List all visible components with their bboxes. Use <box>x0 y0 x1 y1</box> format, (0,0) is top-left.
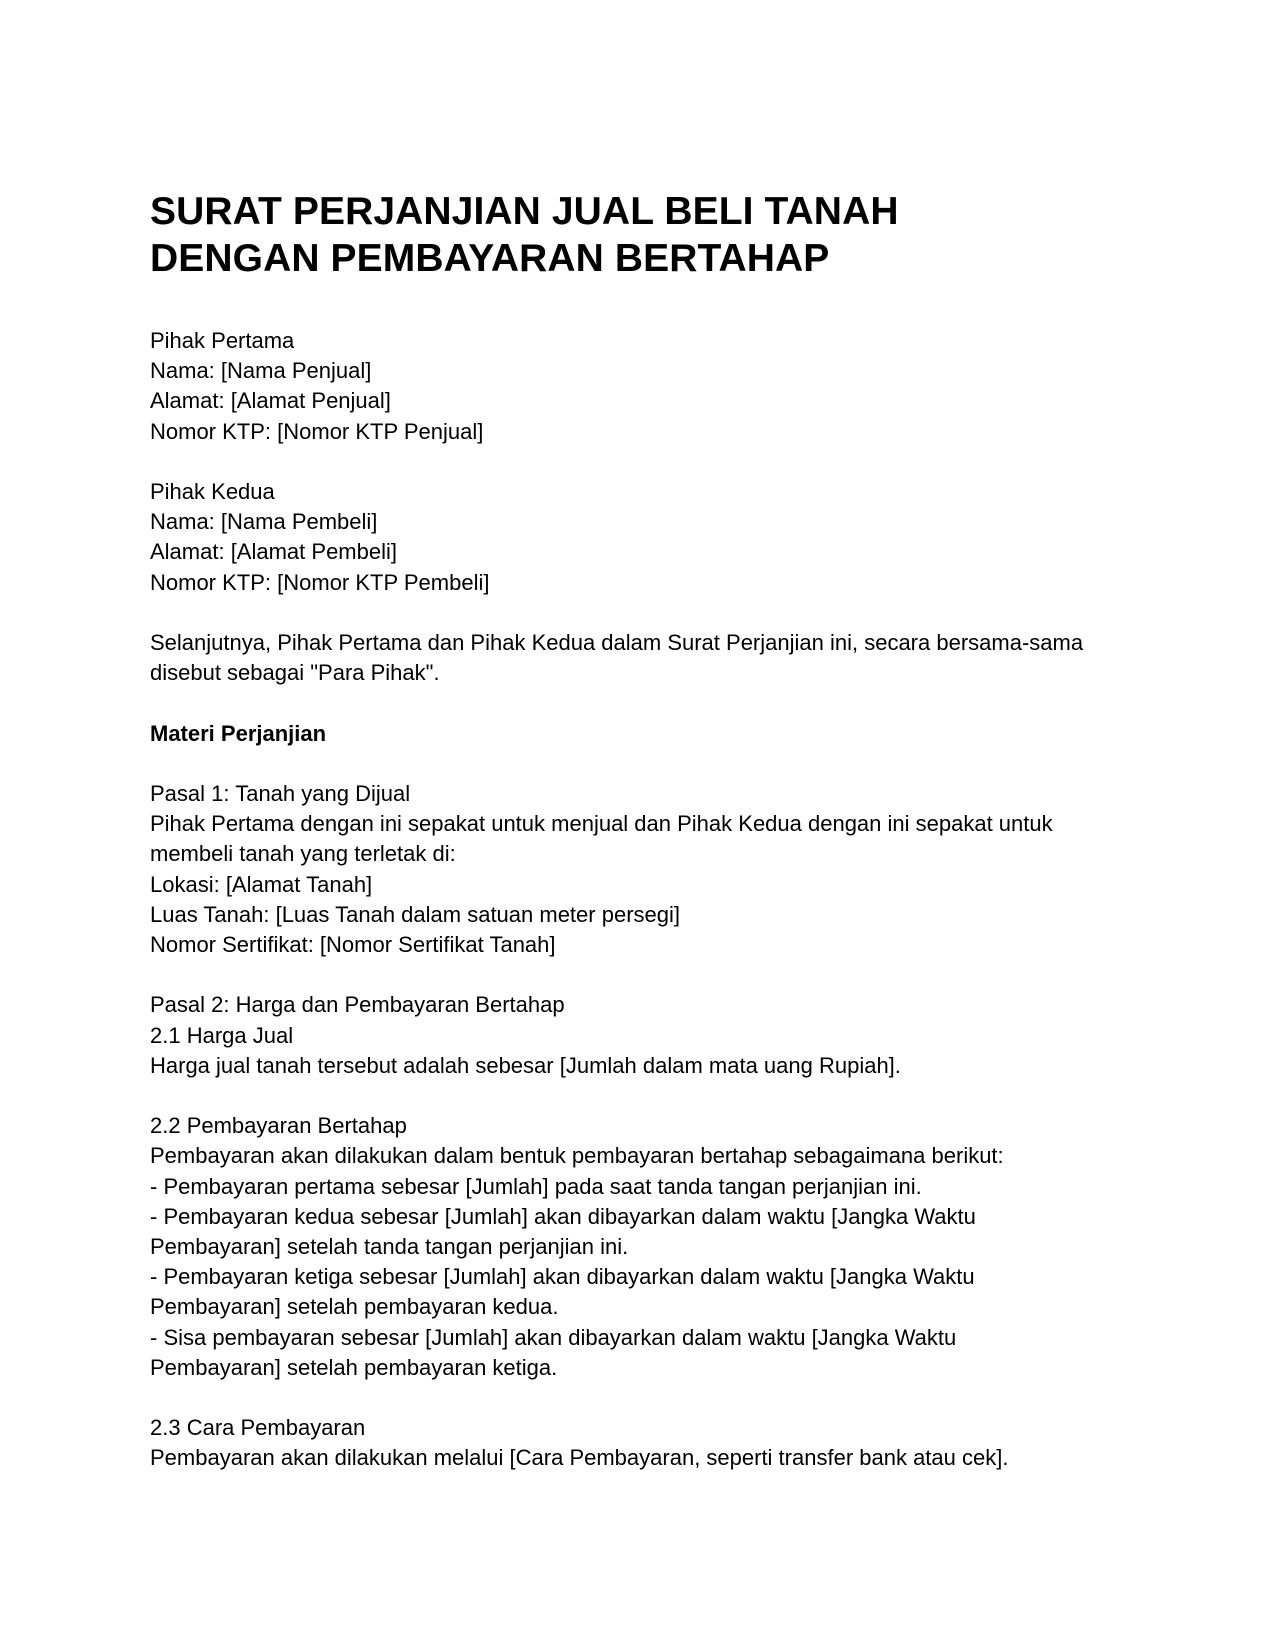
first-party-name: Nama: [Nama Penjual] <box>150 358 372 384</box>
pasal-2-2-line-2: - Pembayaran kedua sebesar [Jumlah] akan dibayarkan dalam waktu [Jangka Waktu <box>150 1203 976 1229</box>
parties-intro-paragraph <box>150 628 1130 688</box>
pasal-2-2-line-6: - Sisa pembayaran sebesar [Jumlah] akan dibayarkan dalam waktu [Jangka Waktu <box>150 1324 957 1350</box>
pasal-1-area: Luas Tanah: [Luas Tanah dalam satuan meter persegi] <box>150 901 680 927</box>
first-party-address: Alamat: [Alamat Penjual] <box>150 388 391 414</box>
pasal-2-1-text: Harga jual tanah tersebut adalah sebesar [Jumlah dalam mata uang Rupiah]. <box>150 1052 901 1078</box>
document-page <box>150 188 1130 1504</box>
second-party-block <box>150 477 1130 598</box>
pasal-2-1-block <box>150 990 1130 1081</box>
pasal-2-2-line-5: Pembayaran] setelah pembayaran kedua. <box>150 1294 559 1320</box>
pasal-1-certificate: Nomor Sertifikat: [Nomor Sertifikat Tanah] <box>150 932 556 957</box>
first-party-block <box>150 326 1130 447</box>
pasal-2-heading: Pasal 2: Harga dan Pembayaran Bertahap <box>150 992 565 1018</box>
second-party-heading: Pihak Kedua <box>150 479 275 504</box>
pasal-2-2-line-4: - Pembayaran ketiga sebesar [Jumlah] akan dibayarkan dalam waktu [Jangka Waktu <box>150 1264 975 1290</box>
second-party-id-number: Nomor KTP: [Nomor KTP Pembeli] <box>150 569 490 595</box>
first-party-heading: Pihak Pertama <box>150 328 295 353</box>
pasal-1-text-line-1: Pihak Pertama dengan ini sepakat untuk menjual dan Pihak Kedua dengan ini sepakat untuk <box>150 811 1053 837</box>
pasal-2-2-line-3: Pembayaran] setelah tanda tangan perjanjian ini. <box>150 1234 629 1259</box>
second-party-name: Nama: [Nama Pembeli] <box>150 509 378 535</box>
title-line-2: DENGAN PEMBAYARAN BERTAHAP <box>150 237 830 280</box>
pasal-2-3-heading: 2.3 Cara Pembayaran <box>150 1415 366 1441</box>
pasal-2-2-intro: Pembayaran akan dilakukan dalam bentuk pembayaran bertahap sebagaimana berikut: <box>150 1143 1004 1169</box>
pasal-1-text-line-2: membeli tanah yang terletak di: <box>150 841 456 867</box>
pasal-2-3-text: Pembayaran akan dilakukan melalui [Cara Pembayaran, seperti transfer bank atau cek]. <box>150 1445 1009 1471</box>
title-line-1: SURAT PERJANJIAN JUAL BELI TANAH <box>150 190 899 233</box>
pasal-1-block <box>150 779 1130 960</box>
pasal-2-1-heading: 2.1 Harga Jual <box>150 1022 294 1048</box>
pasal-2-2-line-7: Pembayaran] setelah pembayaran ketiga. <box>150 1354 558 1380</box>
first-party-id-number: Nomor KTP: [Nomor KTP Penjual] <box>150 418 484 444</box>
document-title <box>150 188 1130 282</box>
pasal-1-location: Lokasi: [Alamat Tanah] <box>150 871 373 897</box>
pasal-2-3-block <box>150 1413 1130 1473</box>
second-party-address: Alamat: [Alamat Pembeli] <box>150 539 397 565</box>
section-heading: Materi Perjanjian <box>150 720 327 746</box>
parties-intro-line-1: Selanjutnya, Pihak Pertama dan Pihak Kedua dalam Surat Perjanjian ini, secara bersama-sama <box>150 630 1084 655</box>
section-heading-block <box>150 719 1130 749</box>
pasal-2-2-line-1: - Pembayaran pertama sebesar [Jumlah] pada saat tanda tangan perjanjian ini. <box>150 1173 922 1199</box>
parties-intro-line-2: disebut sebagai "Para Pihak". <box>150 660 440 686</box>
pasal-1-heading: Pasal 1: Tanah yang Dijual <box>150 780 411 806</box>
pasal-2-2-block <box>150 1111 1130 1383</box>
document-body <box>150 326 1130 1474</box>
pasal-2-2-heading: 2.2 Pembayaran Bertahap <box>150 1113 407 1139</box>
